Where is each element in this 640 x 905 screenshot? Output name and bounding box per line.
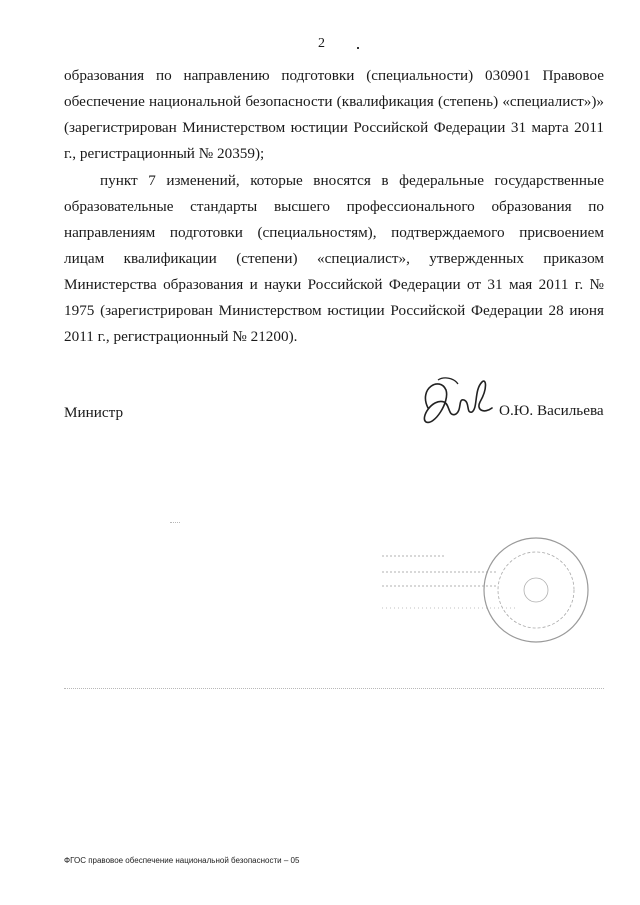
scan-dots xyxy=(64,688,604,690)
handwritten-signature xyxy=(414,368,498,438)
stamp-graphic xyxy=(376,528,616,658)
paragraph-item-7: пункт 7 изменений, которые вносятся в федеральные государственные образовательные стандарты высшего профессионального образования по направлениям подготовки (специальностям), подтверждаемого присвоением лицам квалификации (степени) «специалист», утвержденных приказом Министерства образования и науки Российской Федерации от 31 мая 2011 г. № 1975 (зарегистрирован Министерством юстиции Российской Федерации 28 июня 2011 г., регистрационный № 21200). xyxy=(64,172,604,345)
document-footer: ФГОС правовое обеспечение национальной безопасности – 05 xyxy=(64,856,300,865)
signer-role: Министр xyxy=(64,404,124,421)
certification-stamp-area xyxy=(376,528,616,658)
paragraph-continuation: образования по направлению подготовки (специальности) 030901 Правовое обеспечение национальной безопасности (квалификация (степень) «специалист»)» (зарегистрирован Министерством юстиции Российской Федерации 31 марта 2011 г., регистрационный № 20359); xyxy=(64,67,604,162)
scan-speck xyxy=(357,47,359,49)
page-number: 2 xyxy=(318,36,325,51)
scan-dots xyxy=(170,522,180,524)
signer-name: О.Ю. Васильева xyxy=(499,402,604,419)
